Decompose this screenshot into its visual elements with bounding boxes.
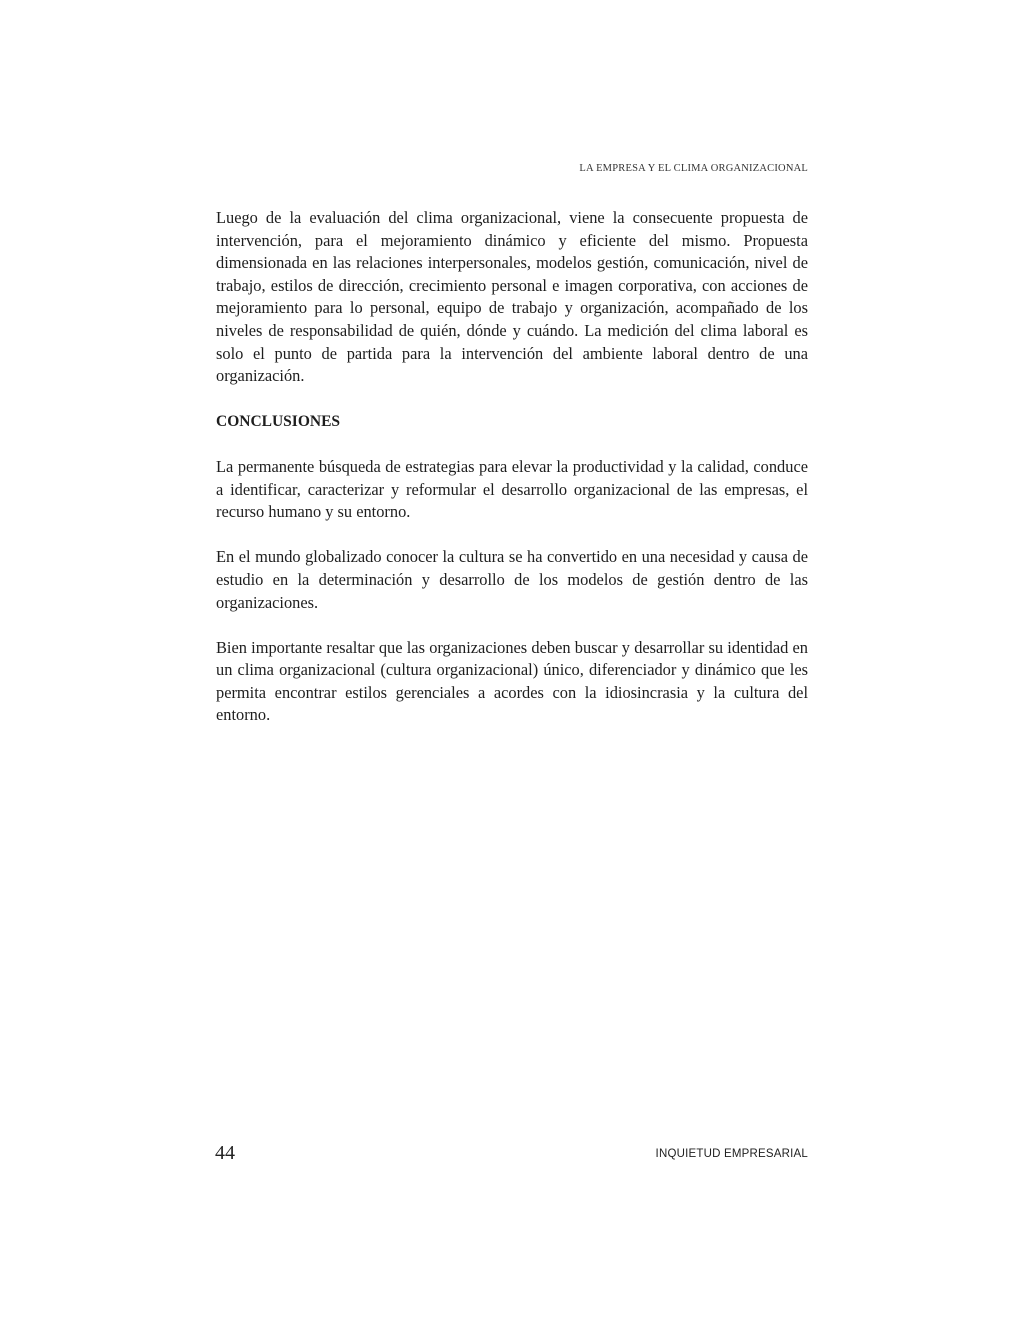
section-heading-conclusiones: CONCLUSIONES: [216, 412, 341, 430]
conclusion-paragraph-1: La permanente búsqueda de estrategias para elevar la productividad y la calidad, conduce a identificar, caracterizar y reformular el desarrollo organizacional de las empresas, el recurso humano y su entorno.: [216, 456, 808, 522]
page-body: [216, 207, 808, 727]
running-header: LA EMPRESA Y EL CLIMA ORGANIZACIONAL: [579, 163, 808, 174]
page-number: 44: [215, 1142, 235, 1164]
conclusion-paragraph-3: Bien importante resaltar que las organizaciones deben buscar y desarrollar su identidad en un clima organizacional (cultura organizacional) único, diferenciador y dinámico que les permita encontrar estilos gerenciales a acordes con la idiosincrasia y la cultura del entorno.: [216, 637, 808, 725]
footer-publication-title: INQUIETUD EMPRESARIAL: [655, 1148, 808, 1160]
conclusion-paragraph-2: En el mundo globalizado conocer la cultura se ha convertido en una necesidad y causa de estudio en la determinación y desarrollo de los modelos de gestión dentro de las organizaciones.: [216, 547, 808, 612]
intro-paragraph: Luego de la evaluación del clima organizacional, viene la consecuente propuesta de intervención, para el mejoramiento dinámico y eficiente del mismo. Propuesta dimensionada en las relaciones interpersonales, modelos gestión, comunicación, nivel de trabajo, estilos de dirección, crecimiento personal e imagen corporativa, con acciones de mejoramiento para lo personal, equipo de trabajo y organización, acompañado de los niveles de responsabilidad de quién, dónde y cuándo. La medición del clima laboral es solo el punto de partida para la intervención del ambiente laboral dentro de una organización.: [216, 208, 808, 386]
